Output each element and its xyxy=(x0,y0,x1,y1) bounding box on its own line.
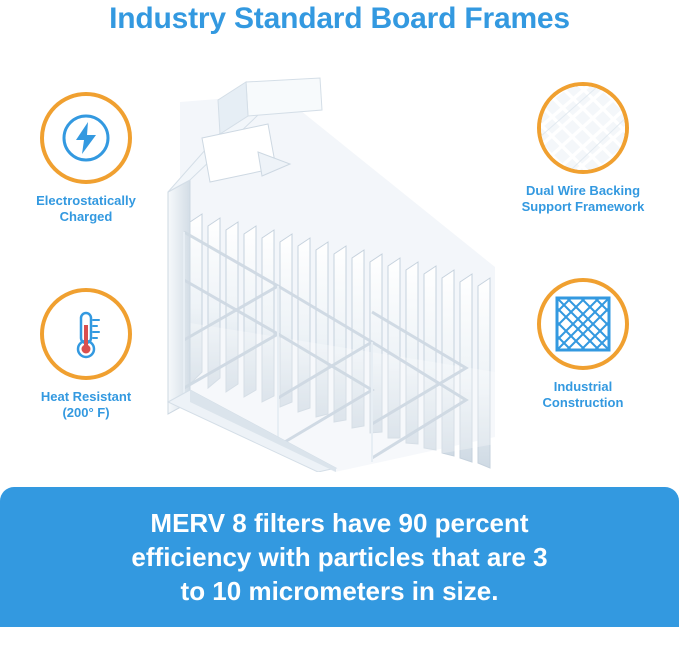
callout-line-2: efficiency with particles that are 3 xyxy=(131,542,548,572)
feature-label-line1: Heat Resistant xyxy=(40,389,132,404)
feature-label xyxy=(503,183,663,215)
feature-electrostatically-charged xyxy=(6,92,166,225)
feature-industrial-construction xyxy=(503,278,663,411)
callout-panel xyxy=(0,487,679,627)
page-title: Industry Standard Board Frames xyxy=(109,2,570,35)
grid-frame-icon xyxy=(552,293,614,355)
lightning-bolt-icon xyxy=(59,111,113,165)
feature-label-line2: Support Framework xyxy=(521,199,645,214)
feature-label-line2: (200° F) xyxy=(62,405,110,420)
feature-label xyxy=(6,193,166,225)
feature-label-line2: Construction xyxy=(542,395,624,410)
feature-label-line1: Industrial xyxy=(553,379,613,394)
feature-badge-ring xyxy=(537,82,629,174)
feature-label-line1: Dual Wire Backing xyxy=(525,183,641,198)
feature-badge-ring xyxy=(40,92,132,184)
feature-label-line2: Charged xyxy=(59,209,113,224)
feature-label xyxy=(503,379,663,411)
wire-mesh-icon xyxy=(541,85,625,171)
feature-label-line1: Electrostatically xyxy=(36,193,136,208)
feature-heat-resistant xyxy=(6,288,166,421)
feature-badge-ring xyxy=(537,278,629,370)
product-image xyxy=(150,72,510,472)
callout-text xyxy=(91,506,587,608)
feature-badge-ring xyxy=(40,288,132,380)
pleated-air-filter-illustration xyxy=(150,72,510,472)
feature-label xyxy=(6,389,166,421)
thermometer-icon xyxy=(57,305,115,363)
callout-line-1: MERV 8 filters have 90 percent xyxy=(150,508,529,538)
feature-dual-wire-backing xyxy=(503,82,663,215)
callout-line-3: to 10 micrometers in size. xyxy=(180,576,499,606)
